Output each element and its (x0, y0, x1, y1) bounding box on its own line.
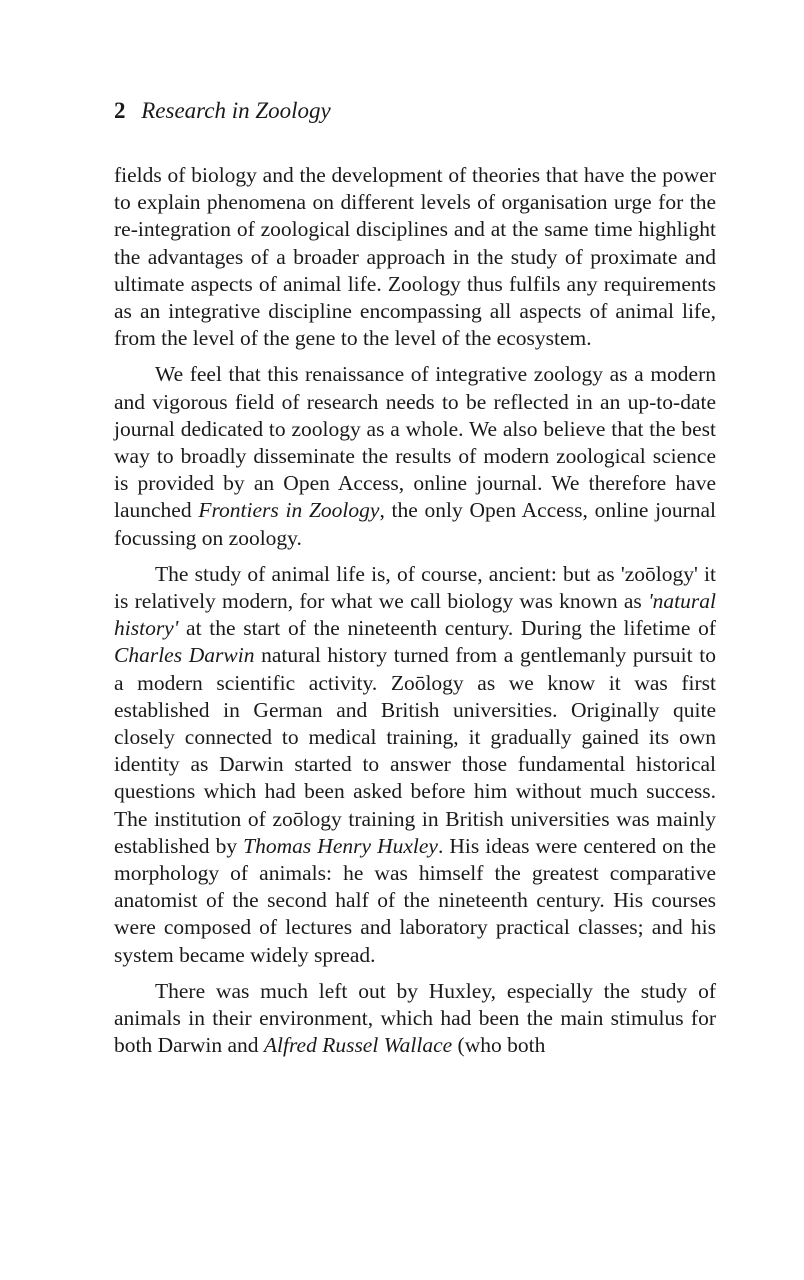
body-text (114, 162, 716, 1060)
running-header (114, 96, 716, 126)
page-number: 2 (114, 98, 126, 123)
text-span: at the start of the nineteenth century. During the lifetime of (178, 616, 716, 641)
paragraph-2 (114, 361, 716, 551)
text-span: . His ideas were centered on the morphology of animals: he was himself the greatest comparative anatomist of the second half of the nineteenth century. His courses were composed of lectures and laboratory practical classes; and his system became widely spread. (114, 833, 716, 967)
text-span: natural history turned from a gentlemanly pursuit to a modern scientific activity. Zoōlogy as we know it was first established in German and British universities. Originally quite closely connected to medical training, it gradually gained its own identity as Darwin started to answer those fundamental historical questions which had been asked before him without much success. The institution of zoōlogy training in British universities was mainly established by (114, 643, 716, 858)
person-name: Thomas Henry Huxley (243, 833, 438, 858)
text-span: The study of animal life is, of course, ancient: but as 'zoōlogy' it is relatively modern, for what we call biology was known as (114, 561, 716, 614)
paragraph-4 (114, 978, 716, 1060)
paragraph-1 (114, 162, 716, 352)
person-name: Charles Darwin (114, 643, 255, 668)
text-span: We feel that this renaissance of integrative zoology as a modern and vigorous field of research needs to be reflected in an up-to-date journal dedicated to zoology as a whole. We also believe that the best way to broadly disseminate the results of modern zoological science is provided by an Open Access, online journal. We therefore have launched (114, 362, 716, 523)
person-name: Alfred Russel Wallace (263, 1033, 453, 1058)
text-span: (who both (452, 1033, 546, 1058)
book-page (114, 96, 716, 1069)
journal-title: Frontiers in Zoology (198, 498, 380, 523)
text-span: fields of biology and the development of theories that have the power to explain phenomena on different levels of organisation urge for the re-integration of zoological disciplines and at the same time highlight the advantages of a broader approach in the study of proximate and ultimate aspects of animal life. Zoology thus fulfils any requirements as an integrative discipline encompassing all aspects of animal life, from the level of the gene to the level of the ecosystem. (114, 163, 716, 351)
text-span: , the only Open Access, online journal focussing on zoology. (114, 498, 716, 550)
italic-term: 'natural history' (114, 589, 716, 641)
text-span: There was much left out by Huxley, especially the study of animals in their environment, which had been the main stimulus for both Darwin and (114, 978, 716, 1058)
running-title: Research in Zoology (141, 98, 331, 123)
paragraph-3 (114, 561, 716, 969)
